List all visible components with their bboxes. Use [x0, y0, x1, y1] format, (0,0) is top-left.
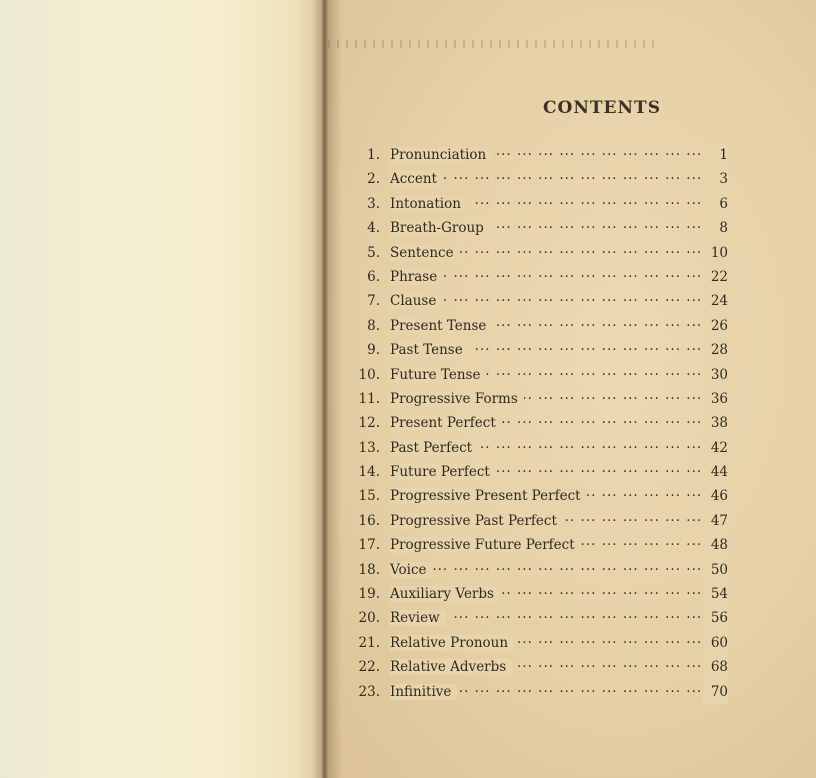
- toc-entry-label: Sentence: [390, 245, 460, 261]
- toc-entry-label: Progressive Forms: [390, 391, 524, 407]
- toc-entry-page: 38: [703, 411, 728, 435]
- toc-entry-page: 54: [703, 582, 728, 606]
- toc-entry-number: 17.: [358, 537, 380, 554]
- toc-entry-label: Relative Adverbs: [390, 659, 512, 675]
- toc-entry-page: 30: [703, 363, 728, 387]
- toc-entry-label-wrap: [390, 436, 478, 460]
- toc-entry-label-wrap: [390, 289, 442, 313]
- toc-entry: [358, 265, 728, 289]
- toc-entry-number: 13.: [358, 439, 380, 456]
- toc-entry-page: 3: [703, 167, 728, 191]
- toc-entry-number: 5.: [367, 244, 380, 261]
- contents-title: CONTENTS: [543, 98, 661, 118]
- toc-entry-page: 70: [703, 680, 728, 704]
- toc-entry: [358, 192, 728, 216]
- toc-entry-label-wrap: [390, 606, 446, 630]
- toc-entry-label: Progressive Future Perfect: [390, 537, 581, 553]
- toc-entry-label-wrap: [390, 192, 467, 216]
- toc-entry-label-wrap: [390, 484, 587, 508]
- toc-entry-page: 46: [703, 484, 728, 508]
- toc-entry-label-wrap: [390, 509, 563, 533]
- toc-entry-label: Present Tense: [390, 318, 492, 334]
- toc-entry: [358, 241, 728, 265]
- toc-entry-label: Auxiliary Verbs: [390, 586, 500, 602]
- toc-entry: [358, 167, 728, 191]
- toc-entry-label-wrap: [390, 680, 457, 704]
- toc-entry-page: 10: [703, 241, 728, 265]
- toc-entry: [358, 314, 728, 338]
- toc-entry-label-wrap: [390, 216, 490, 240]
- toc-entry-label: Progressive Present Perfect: [390, 488, 587, 504]
- toc-entry-label: Accent: [390, 171, 443, 187]
- toc-entry: [358, 606, 728, 630]
- toc-entry: [358, 216, 728, 240]
- toc-entry-label-wrap: [390, 363, 486, 387]
- toc-entry-label-wrap: [390, 558, 433, 582]
- toc-entry-page: 36: [703, 387, 728, 411]
- toc-entry-number: 21.: [358, 634, 380, 651]
- toc-entry-label: Future Tense: [390, 367, 486, 383]
- toc-entry-number: 14.: [358, 464, 380, 481]
- toc-entry-label-wrap: [390, 143, 492, 167]
- toc-entry: [358, 289, 728, 313]
- toc-entry-number: 23.: [358, 683, 380, 700]
- toc-entry-number: 7.: [367, 293, 380, 310]
- toc-entry-label: Relative Pronoun: [390, 635, 514, 651]
- toc-entry-page: 22: [703, 265, 728, 289]
- toc-entry-number: 18.: [358, 561, 380, 578]
- left-page: [0, 0, 322, 778]
- toc-entry-page: 44: [703, 460, 728, 484]
- toc-entry: [358, 411, 728, 435]
- toc-entry-page: 6: [703, 192, 728, 216]
- toc-entry-page: 24: [703, 289, 728, 313]
- toc-entry-page: 68: [703, 655, 728, 679]
- toc-entry-number: 2.: [367, 171, 380, 188]
- toc-entry-label: Clause: [390, 293, 442, 309]
- toc-entry-label: Review: [390, 610, 446, 626]
- toc-entry: [358, 680, 728, 704]
- toc-entry: [358, 631, 728, 655]
- toc-entry-page: 47: [703, 509, 728, 533]
- toc-entry-label-wrap: [390, 533, 581, 557]
- toc-entry-label: Phrase: [390, 269, 443, 285]
- toc-entry: [358, 460, 728, 484]
- table-of-contents: [358, 143, 728, 704]
- toc-entry-label-wrap: [390, 265, 443, 289]
- toc-entry-number: 16.: [358, 512, 380, 529]
- toc-entry-label: Infinitive: [390, 684, 457, 700]
- toc-entry-label: Present Perfect: [390, 415, 502, 431]
- toc-entry-page: 48: [703, 533, 728, 557]
- toc-entry-number: 22.: [358, 659, 380, 676]
- toc-entry-label: Future Perfect: [390, 464, 496, 480]
- toc-entry: [358, 582, 728, 606]
- toc-entry-label-wrap: [390, 460, 496, 484]
- toc-entry-label: Breath-Group: [390, 220, 490, 236]
- toc-entry-label-wrap: [390, 411, 502, 435]
- toc-entry-number: 9.: [367, 342, 380, 359]
- toc-entry-number: 11.: [358, 390, 380, 407]
- toc-entry-label: Past Perfect: [390, 440, 478, 456]
- toc-entry-label: Intonation: [390, 196, 467, 212]
- toc-entry-number: 12.: [358, 415, 380, 432]
- toc-entry-page: 1: [703, 143, 728, 167]
- right-page: [328, 0, 816, 778]
- toc-entry-number: 20.: [358, 610, 380, 627]
- toc-entry-label-wrap: [390, 631, 514, 655]
- toc-entry: [358, 436, 728, 460]
- toc-entry: [358, 387, 728, 411]
- toc-entry-label: Past Tense: [390, 342, 469, 358]
- toc-entry-page: 42: [703, 436, 728, 460]
- toc-entry-label-wrap: [390, 338, 469, 362]
- toc-entry-label-wrap: [390, 241, 460, 265]
- toc-entry-label-wrap: [390, 655, 512, 679]
- toc-entry-label-wrap: [390, 582, 500, 606]
- toc-entry: [358, 363, 728, 387]
- dot-leader: [390, 558, 706, 582]
- toc-entry: [358, 484, 728, 508]
- toc-entry-number: 4.: [367, 220, 380, 237]
- toc-entry: [358, 338, 728, 362]
- toc-entry: [358, 143, 728, 167]
- toc-entry-number: 3.: [367, 195, 380, 212]
- toc-entry-number: 6.: [367, 268, 380, 285]
- toc-entry-label-wrap: [390, 314, 492, 338]
- toc-entry-page: 50: [703, 558, 728, 582]
- toc-entry: [358, 558, 728, 582]
- toc-entry-number: 8.: [367, 317, 380, 334]
- toc-entry-page: 28: [703, 338, 728, 362]
- toc-entry: [358, 655, 728, 679]
- toc-entry-label: Progressive Past Perfect: [390, 513, 563, 529]
- toc-entry-number: 10.: [358, 366, 380, 383]
- toc-entry-label-wrap: [390, 387, 524, 411]
- toc-entry-label-wrap: [390, 167, 443, 191]
- toc-entry: [358, 533, 728, 557]
- toc-entry-page: 8: [703, 216, 728, 240]
- toc-entry-page: 60: [703, 631, 728, 655]
- toc-entry-number: 15.: [358, 488, 380, 505]
- toc-entry-label: Pronunciation: [390, 147, 492, 163]
- toc-entry-number: 1.: [367, 147, 380, 163]
- toc-entry-page: 56: [703, 606, 728, 630]
- ink-smudge: [328, 40, 658, 48]
- toc-entry-number: 19.: [358, 586, 380, 603]
- toc-entry-label: Voice: [390, 562, 433, 578]
- toc-entry-page: 26: [703, 314, 728, 338]
- toc-entry: [358, 509, 728, 533]
